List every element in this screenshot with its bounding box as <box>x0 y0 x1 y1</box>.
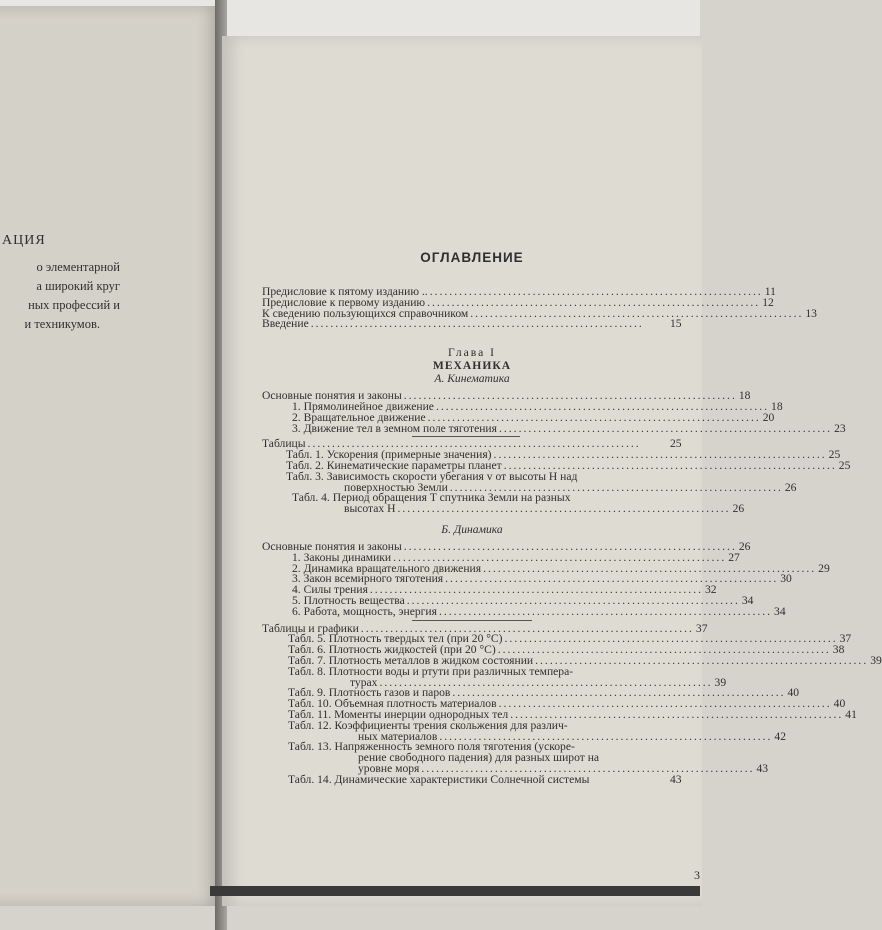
toc-row: Табл. 13. Напряженность земного поля тяготения (ускоре- <box>288 740 575 754</box>
left-page-text <box>0 231 120 334</box>
left-page-line: ных профессий и <box>28 298 120 312</box>
toc-row: Табл. 14. Динамические характеристики Солнечной системы 43 <box>288 772 682 786</box>
toc-row: Введение .................................................................... 15 <box>262 317 682 331</box>
toc-row: поверхностью Земли .................................................................... 26 <box>344 480 797 494</box>
toc-row: Табл. 2. Кинематические параметры планет .................................................................... 25 <box>286 458 851 472</box>
toc-row: К сведению пользующихся справочником .................................................................... 13 <box>262 306 817 320</box>
toc-row: Табл. 8. Плотности воды и ртути при различных темпера- <box>288 664 574 678</box>
toc-row: 4. Силы трения .................................................................... 32 <box>292 583 717 597</box>
left-page-title: АЦИЯ <box>2 233 46 248</box>
left-page <box>0 6 221 906</box>
toc-row: ных материалов .................................................................... 42 <box>358 729 786 743</box>
toc-row: Табл. 7. Плотность металлов в жидком состоянии .................................................................... 39 <box>288 653 882 667</box>
toc-title: ОГЛАВЛЕНИЕ <box>420 250 524 265</box>
divider <box>412 620 532 621</box>
left-page-line: а широкий круг <box>36 279 120 293</box>
toc-row: 5. Плотность вещества .................................................................... 34 <box>292 593 754 607</box>
toc-row: Предисловие к первому изданию .................................................................... 12 <box>262 295 774 309</box>
toc-row: Таблицы и графики .................................................................... 37 <box>262 621 708 635</box>
toc-row: Табл. 9. Плотность газов и паров .................................................................... 40 <box>288 686 800 700</box>
toc-row: турах .................................................................... 39 <box>350 675 727 689</box>
chapter-name: МЕХАНИКА <box>432 359 512 373</box>
toc-row: рение свободного падения) для разных широт на <box>358 751 600 765</box>
section-b-name: Б. Динамика <box>441 522 503 536</box>
toc-row: 1. Законы динамики .................................................................... 27 <box>292 550 740 564</box>
toc-row: 2. Динамика вращательного движения .................................................................... 29 <box>292 561 830 575</box>
toc-row: Табл. 3. Зависимость скорости убегания v от высоты H над <box>286 469 578 483</box>
toc-row: 3. Движение тел в земном поле тяготения .................................................................... 23 <box>292 421 846 435</box>
toc-row: Табл. 11. Моменты инерции однородных тел .................................................................... 41 <box>288 707 857 721</box>
page-bottom-edge <box>210 886 700 896</box>
toc-row: Табл. 4. Период обращения T спутника Земли на разных <box>292 491 571 505</box>
toc-row: 2. Вращательное движение .................................................................... 20 <box>292 410 775 424</box>
toc-row: Табл. 5. Плотность твердых тел (при 20 °С) .................................................................... 37 <box>288 632 852 646</box>
toc-row: Основные понятия и законы .................................................................... 26 <box>262 539 751 553</box>
toc-row: Табл. 1. Ускорения (примерные значения) .................................................................... 25 <box>286 448 841 462</box>
left-page-line: о элементарной <box>36 260 120 274</box>
toc-row: Таблицы .................................................................... 25 <box>262 437 682 451</box>
toc-row: Табл. 12. Коэффициенты трения скольжения для различ- <box>288 718 568 732</box>
toc-row: высотах H .................................................................... 26 <box>344 502 745 516</box>
toc-row: 3. Закон всемирного тяготения .................................................................... 30 <box>292 572 792 586</box>
table-of-contents <box>262 250 882 786</box>
toc-row: Предисловие к пятому изданию .. .................................................................... 11 <box>262 285 776 298</box>
section-a-name: А. Кинематика <box>434 372 510 386</box>
toc-row: Табл. 10. Объемная плотность материалов .................................................................... 40 <box>288 697 846 711</box>
toc-row: уровне моря .................................................................... 43 <box>358 761 769 775</box>
chapter-label: Глава I <box>448 346 496 360</box>
toc-row: 6. Работа, мощность, энергия .................................................................... 34 <box>292 604 786 618</box>
page-number: 3 <box>694 868 700 882</box>
toc-row: 1. Прямолинейное движение .................................................................... 18 <box>292 399 783 413</box>
toc-row: Табл. 6. Плотность жидкостей (при 20 °С) .................................................................... 38 <box>288 643 845 657</box>
left-page-line: и техникумов. <box>24 317 100 331</box>
toc-row: Основные понятия и законы .................................................................... 18 <box>262 389 751 403</box>
